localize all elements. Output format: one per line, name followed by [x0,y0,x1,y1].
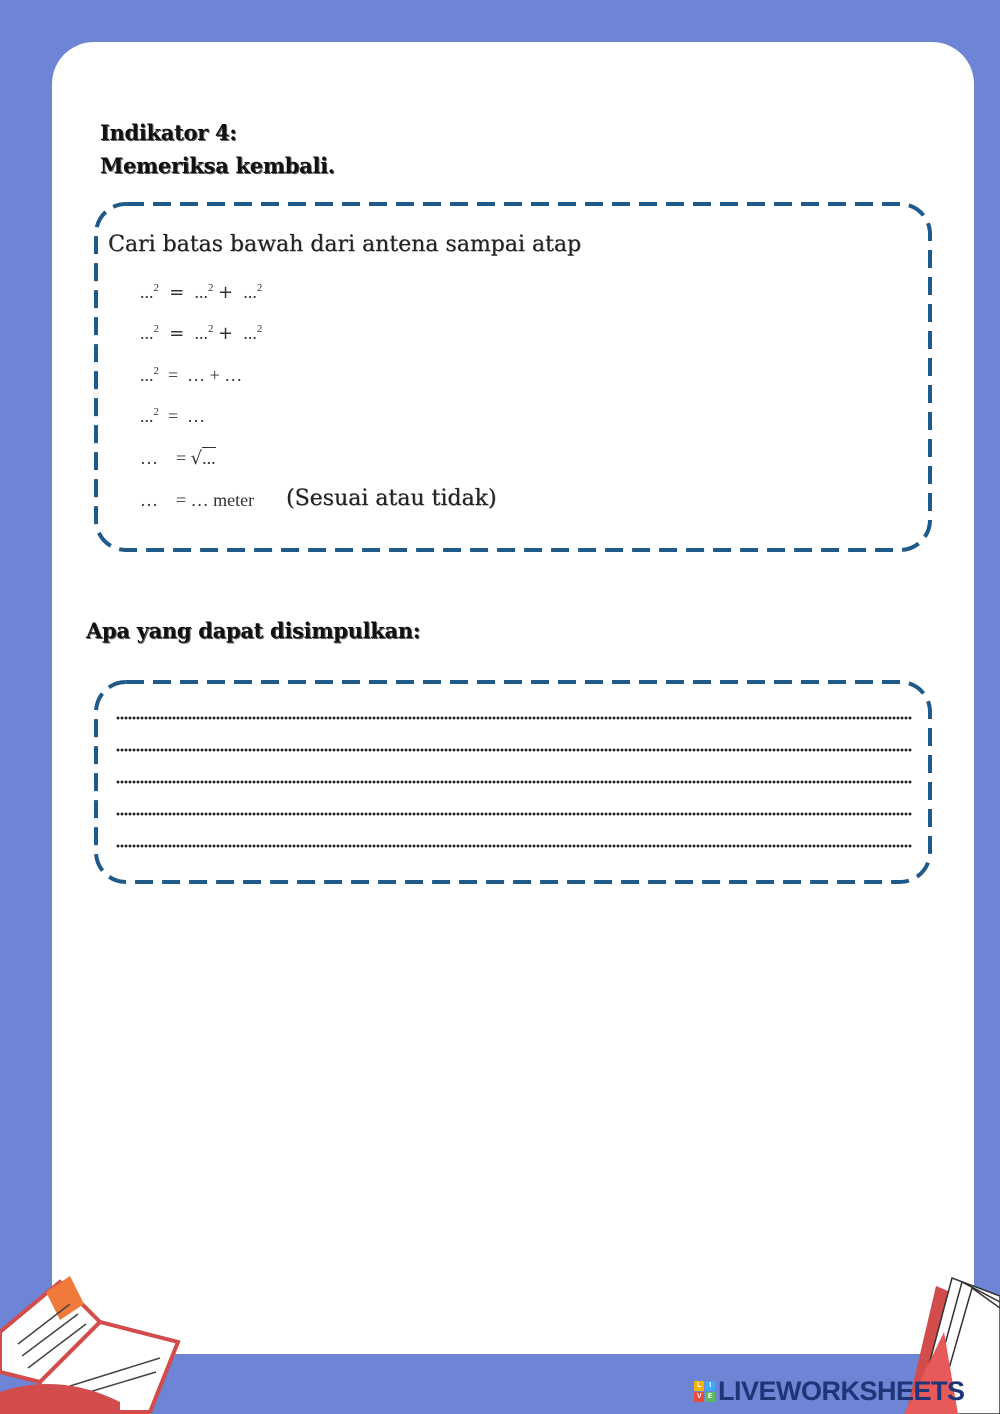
answer-line[interactable] [116,843,912,849]
open-book-icon [0,1262,200,1414]
answer-line[interactable] [116,715,912,721]
equation-row-4[interactable]: ...$^2$ = … [140,406,206,426]
check-box [94,202,932,552]
conclusion-box[interactable] [94,680,932,884]
answer-line[interactable] [116,747,912,753]
equation-row-2[interactable]: ...$^2$ = ...$^2$ + ...$^2$ [140,323,263,344]
conclusion-heading: Apa yang dapat disimpulkan: [86,618,421,643]
liveworksheets-logo [694,1376,965,1407]
indicator-title: Memeriksa kembali. [100,153,335,178]
check-box-title: Cari batas bawah dari antena sampai atap [108,232,582,257]
equation-row-5[interactable]: … = √... [140,448,216,469]
logo-text: LIVEWORKSHEETS [718,1376,965,1406]
answer-line[interactable] [116,811,912,817]
equation-row-1[interactable]: ...$^2$ = ...$^2$ + ...$^2$ [140,282,263,303]
equation-row-6[interactable]: … = … meter [140,490,255,510]
logo-mark-icon: L I V E [694,1381,715,1402]
equation-row-3[interactable]: ...$^2$ = … + … [140,365,243,385]
indicator-label: Indikator 4: [100,120,237,145]
answer-line[interactable] [116,779,912,785]
square-root-icon: √ [190,448,203,469]
check-note: (Sesuai atau tidak) [286,486,497,511]
